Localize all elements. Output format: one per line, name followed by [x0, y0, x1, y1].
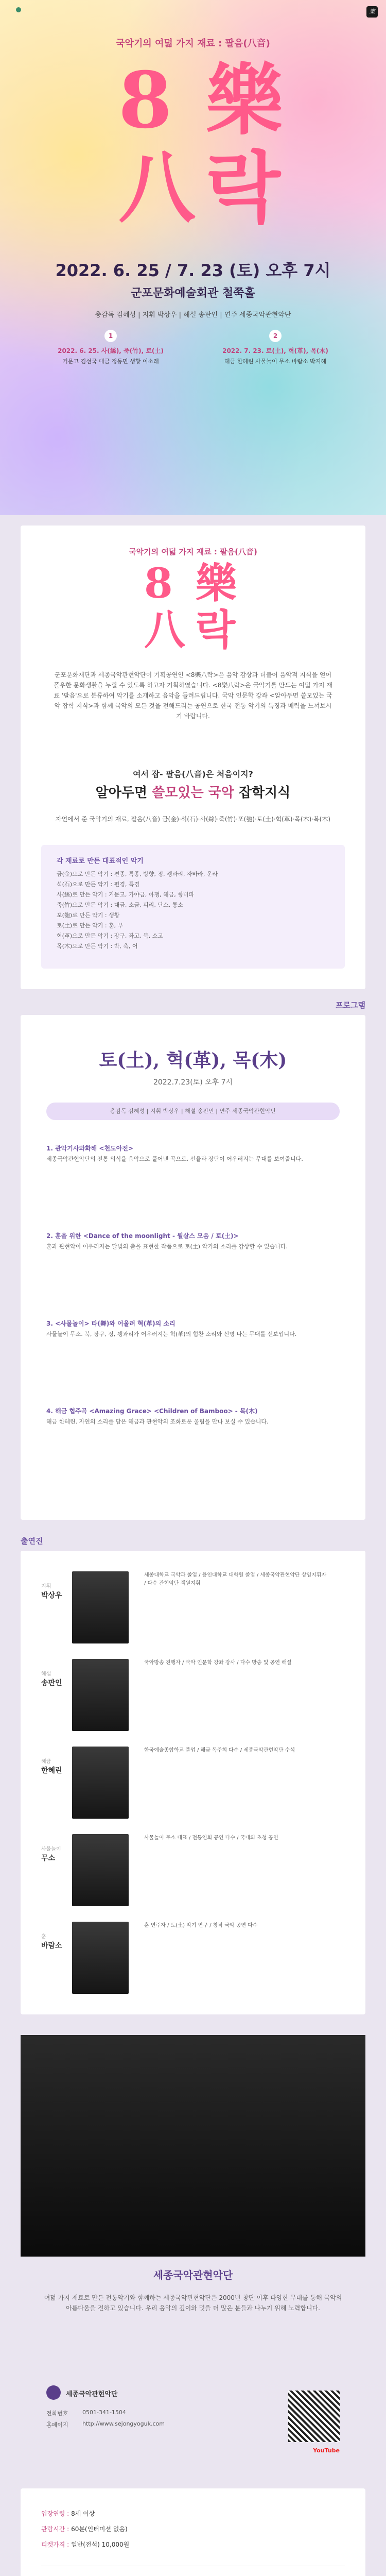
performance-date: 2022. 6. 25 / 7. 23 (토) 오후 7시 [55, 261, 331, 280]
instrument-line: 금(金)으로 만든 악기 : 편종, 특종, 방향, 징, 꽹과리, 자바라, 운라 [57, 871, 218, 877]
performer-bio: 훈 연주자 / 토(土) 악기 연구 / 창작 국악 공연 다수 [144, 1923, 258, 1928]
youtube-link[interactable]: YouTube [313, 2447, 340, 2454]
program-card [201, 330, 350, 365]
ensemble-org: 세종국악관현악단 [66, 2391, 118, 2398]
instrument-line: 혁(革)으로 만든 악기 : 장구, 좌고, 북, 소고 [57, 933, 164, 939]
homepage-label: 홈페이지 [46, 2421, 68, 2428]
instrument-line: 사(絲)로 만든 악기 : 거문고, 가야금, 아쟁, 해금, 향비파 [57, 891, 195, 898]
performer-role: 지휘 [41, 1584, 51, 1589]
venue: 군포문화예술회관 철쭉홀 [131, 287, 255, 300]
performers-tag: 출연진 [21, 1536, 43, 1546]
program-credits: 총감독 김혜성 | 지휘 박상우 | 해설 송판인 | 연주 세종국악관현악단 [46, 1103, 340, 1120]
gunpo-logo [7, 7, 30, 23]
performer-name: 한혜린 [41, 1767, 62, 1775]
program-item [46, 1406, 340, 1427]
ensemble-title: 세종국악관현악단 [153, 2269, 233, 2281]
info-panel [21, 2488, 365, 2576]
program-item-body: 사물놀이 무소. 북, 장구, 징, 꽹과리가 어우러지는 혁(革)의 힘찬 소리와 신명 나는 무대를 선보입니다. [46, 1331, 297, 1337]
performer-role: 사물놀이 [41, 1846, 61, 1852]
ensemble-body: 여덟 가지 재료로 만든 전통악기와 함께하는 세종국악관현악단은 2000년 창단 이후 다양한 무대를 통해 국악의 아름다움을 전하고 있습니다. 우리 음악의 깊이와 멋을 더 많은 분들과 나누기 위해 노력합니다. [44, 2294, 342, 2312]
performer-photo [72, 1747, 129, 1819]
ensemble-photo [21, 2035, 365, 2257]
title-ak: 樂 [206, 55, 284, 146]
info-age: 입장연령 : 8세 이상 [41, 2510, 95, 2517]
program-tag: 프로그램 [336, 1001, 365, 1010]
performer-role: 훈 [41, 1934, 46, 1940]
program-item-title: 3. <사물놀이> 타(舞)와 어울려 혁(革)의 소리 [46, 1320, 176, 1327]
intro-body: 군포문화재단과 세종국악관현악단이 기획공연인 <8樂八락>은 음악 감상과 더불어 음악적 지식을 얻어 폴우한 문화생활을 누릴 수 있도록 하고자 기획하였습니다. <8樂八락>은 국악기를 만드는 여덟 가지 재료 '팔음'으로 분류하여 악기를 소개하고 음악을 들려드립니다. 국악 인문학 강좌 <알아두면 쓸모있는 국악 잡학 지식>과 함께 국악의 모든 것을 전해드리는 공연으로 한국 전통 악기의 특징과 매력을 느껴보시기 바랍니다. [54, 671, 332, 720]
performer-photo [72, 1922, 129, 1994]
performer-name: 무소 [41, 1854, 56, 1862]
program-summary [36, 330, 350, 365]
performer-bio: 국악방송 진행자 / 국악 인문학 강좌 강사 / 다수 방송 및 공연 해설 [144, 1660, 292, 1666]
performer-role: 해금 [41, 1759, 51, 1765]
series-title: 국악기의 여덟 가지 재료 : 팔음(八音) [116, 38, 270, 49]
instrument-line: 목(木)으로 만든 악기 : 박, 축, 어 [57, 943, 138, 950]
hero-poster [0, 0, 386, 515]
info-time: 관람시간 : 60분(인터미션 없음) [41, 2526, 128, 2533]
performer-photo [72, 1571, 129, 1643]
program-item-body: 해금 한혜린. 자연의 소리를 담은 해금과 관현악의 조화로운 울림을 만나 보실 수 있습니다. [46, 1418, 269, 1425]
intro-panel [21, 526, 365, 989]
program-date: 2022. 6. 25. 사(絲), 죽(竹), 토(土) [58, 347, 164, 354]
program-date: 2022.7.23(토) 오후 7시 [153, 1078, 233, 1087]
performer-bio: 세종대학교 국악과 졸업 / 용인대학교 대학원 졸업 / 세종국악관현악단 상임지휘자 / 다수 관현악단 객원지휘 [144, 1572, 327, 1586]
performer-name: 바람소 [41, 1942, 62, 1950]
intro-logo: 8 樂 八 락 [144, 559, 237, 654]
sejong-logo: 樂 [366, 6, 379, 23]
performer-photo [72, 1659, 129, 1731]
program-item-title: 1. 관악기사와화해 <천도아전> [46, 1145, 133, 1152]
performers-panel [21, 1551, 365, 2014]
performer-name: 송판인 [41, 1679, 62, 1687]
program-item [46, 1231, 340, 1251]
program-item [46, 1319, 340, 1339]
ensemble-contact [46, 2380, 340, 2473]
program-panel [21, 1015, 365, 1520]
performer-photo [72, 1834, 129, 1906]
instrument-line: 포(匏)로 만든 악기 : 생황 [57, 912, 120, 919]
program-desc: 해금 한혜린 사물놀이 무소 바람소 박지혜 [224, 358, 327, 365]
qr-code[interactable] [288, 2391, 340, 2442]
performer-bio: 한국예술종합학교 졸업 / 해금 독주회 다수 / 세종국악관현악단 수석 [144, 1748, 295, 1753]
program-item-body: 훈과 관현악이 어우러지는 달빛의 춤을 표현한 작품으로 토(土) 악기의 소리를 감상할 수 있습니다. [46, 1243, 288, 1250]
homepage-link[interactable]: http://www.sejongyoguk.com [82, 2420, 165, 2427]
info-price: 티켓가격 : 일반(전석) 10,000원 [41, 2541, 130, 2548]
performer-bio: 사물놀이 무소 대표 / 전통연희 공연 다수 / 국내외 초청 공연 [144, 1835, 278, 1841]
program-card [36, 330, 185, 365]
instrument-line: 죽(竹)으로 만든 악기 : 대금, 소금, 피리, 단소, 퉁소 [57, 902, 183, 908]
program-item [46, 1144, 340, 1164]
title-pal: 八 [118, 143, 196, 233]
instrument-box-title: 각 재료로 만든 대표적인 악기 [57, 857, 144, 865]
intro-question: 여서 잡- 팔음(八音)은 처음이지? [133, 769, 253, 779]
credits: 총감독 김혜성 | 지휘 박상우 | 해설 송판인 | 연주 세종국악관현악단 [95, 311, 291, 319]
instrument-line: 토(土)로 만든 악기 : 훈, 부 [57, 922, 124, 929]
title-rak: 락 [206, 143, 280, 233]
program-desc: 거문고 김선국 대금 정동민 생황 이소래 [62, 358, 159, 365]
program-item-title: 2. 훈을 위한 <Dance of the moonlight - 월살스 모음 / 토(土)> [46, 1232, 239, 1240]
program-number: 1 [104, 330, 117, 342]
performer-name: 박상우 [41, 1591, 62, 1600]
instrument-line: 석(石)으로 만든 악기 : 편경, 특경 [57, 881, 140, 888]
instrument-box [41, 845, 345, 969]
intro-headline: 알아두면 쓸모있는 국악 잡학지식 [95, 785, 291, 801]
program-title: 토(土), 혁(革), 목(木) [99, 1049, 287, 1071]
program-number: 2 [269, 330, 282, 342]
performer-role: 해설 [41, 1671, 51, 1677]
phone-value: 0501-341-1504 [82, 2409, 126, 2416]
ensemble-seal-icon [46, 2385, 61, 2400]
intro-subtitle: 국악기의 여덟 가지 재료 : 팔음(八音) [129, 547, 257, 556]
phone-label: 전화번호 [46, 2410, 68, 2417]
title-eight: 8 [118, 55, 172, 146]
intro-description: 자연에서 준 국악기의 재료, 팔음(八音) 금(金)·석(石)·사(絲)·죽(竹)·포(匏)·토(土)·혁(革)·목(木)·복(木) [55, 816, 331, 823]
program-item-title: 4. 해금 협주곡 <Amazing Grace> <Children of Bamboo> - 목(木) [46, 1408, 258, 1415]
program-date: 2022. 7. 23. 토(土), 혁(革), 목(木) [222, 347, 328, 354]
program-item-body: 세종국악관현악단의 전통 의식을 음악으로 풀어낸 곡으로, 선율과 장단이 어우러지는 무대를 보여줍니다. [46, 1156, 303, 1162]
